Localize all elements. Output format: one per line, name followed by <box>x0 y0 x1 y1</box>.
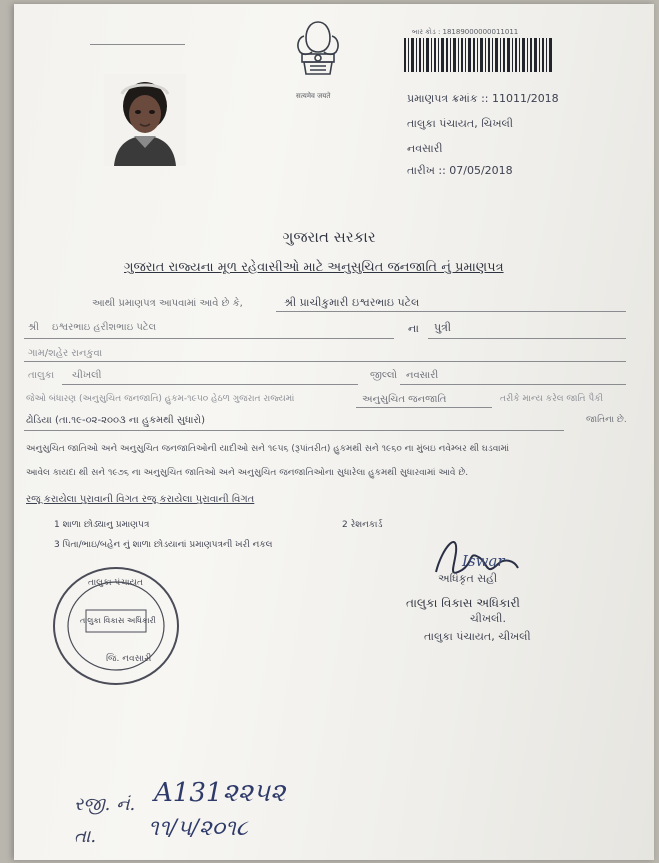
name-underline <box>276 311 626 312</box>
taluka-label: તાલુકા <box>28 370 55 381</box>
paragraph-line-2: આવેલ કાયદા થી સને ૧૯૭૬ ના અનુસુચિત જાતિઓ અને અનુસુચિત જનજાતિઓના સુધારેલા હુકમથી સુધારવામાં આવે છે. <box>26 468 469 478</box>
order-text: જેઓ બંધારણ (અનુસુચિત જનજાતિ) હુકમ-૧૯૫૦ હેઠળ ગુજરાત રાજ્યમાં <box>26 394 295 404</box>
village-underline <box>24 361 626 362</box>
barcode-icon <box>404 38 552 72</box>
father-prefix: શ્રી <box>28 322 40 333</box>
tribe-underline <box>24 430 564 431</box>
handwritten-signature: Iswar <box>462 552 505 570</box>
father-name: ઇશ્વરભાઇ હરીશભાઇ પટેલ <box>52 322 157 333</box>
village-line: ગામ/શહેર રાનકુવા <box>28 348 103 359</box>
official-stamp <box>50 566 190 688</box>
signature-line-3: ચીખલી. <box>470 612 506 625</box>
applicant-photo <box>104 74 186 166</box>
taluka-underline <box>62 384 358 385</box>
category-underline <box>356 407 492 408</box>
office-line-2: નવસારી <box>407 142 443 155</box>
stamp-top-text: તાલુકા પંચાયત <box>88 578 143 588</box>
taluka-value: ચીખલી <box>72 370 102 381</box>
doc-item-2: 2 રેશનકાર્ડ <box>342 520 383 530</box>
paragraph-line-1: અનુસુચિત જાતિઓ અને અનુસુચિત જનજાતિઓની યાદીઓ સને ૧૯૫૬ (રૂપાંતરીત) હુકમથી સને ૧૯૬૦ ના મુંબઇ નવેમ્બર થી ઘડવામાં <box>26 444 510 454</box>
signature-line-4: તાલુકા પંચાયત, ચીખલી <box>424 630 531 643</box>
top-rule <box>90 44 185 45</box>
certificate-page <box>14 4 654 860</box>
category-value: અનુસુચિત જનજાતિ <box>362 394 447 405</box>
registration-date-label: તા. <box>74 826 97 847</box>
district-underline <box>400 384 626 385</box>
office-line-1: તાલુકા પંચાયત, ચિખલી <box>407 117 513 130</box>
government-title: ગુજરાત સરકાર <box>282 228 376 246</box>
doc-item-3: 3 પિતા/ભાઇ/બહેન નું શાળા છોડયાનાં પ્રમાણપત્રની ખરી નકલ <box>54 540 273 550</box>
registration-date: ૧૧/૫/૨૦૧૮ <box>148 816 248 841</box>
district-label: જીલ્લો <box>370 370 398 381</box>
relation-underline <box>428 338 626 339</box>
na-label: ના <box>408 322 419 335</box>
stamp-center-text: તાલુકા વિકાસ અધિકારી <box>80 616 156 625</box>
father-underline <box>24 338 394 339</box>
stamp-bottom-text: જિ. નવસારી <box>106 654 152 664</box>
registration-number: A131૨૨૫૨ <box>154 778 286 808</box>
signature-line-1: અધિકૃત સહી <box>438 572 498 585</box>
certificate-subtitle: ગુજરાત રાજ્યના મૂળ રહેવાસીઓ માટે અનુસુચિત જનજાતિ નું પ્રમાણપત્ર <box>124 260 504 275</box>
tribe-suffix: જાતિના છે. <box>586 415 627 425</box>
recognized-text: તરીકે માન્ય કરેલ જાતિ પૈકી <box>500 394 604 404</box>
doc-item-1: 1 શાળા છોડ્યાનુ પ્રમાણપત્ર <box>54 520 150 530</box>
emblem-caption: सत्यमेव जयते <box>296 92 331 100</box>
docs-heading: રજૂ કરાયેલા પુરાવાની વિગત રજૂ કરાયેલા પુરાવાની વિગત <box>26 494 255 505</box>
certificate-number: પ્રમાણપત્ર ક્રમાંક :: 11011/2018 <box>407 92 559 105</box>
signature-line-2: તાલુકા વિકાસ અધિકારી <box>406 596 520 610</box>
tribe-value: ઢોડિયા (તા.૧૯-૦૨-૨૦૦૩ ના હુકમથી સુધારો) <box>26 415 206 426</box>
registration-label: રજી. નં. <box>74 794 136 815</box>
barcode-label: બાર કોડ : 18189000000011011 <box>412 28 519 36</box>
issue-date: તારીખ :: 07/05/2018 <box>407 164 513 177</box>
applicant-name: શ્રી પ્રાચીકુમારી ઇશ્વરભાઇ પટેલ <box>284 296 420 309</box>
intro-label: આથી પ્રમાણપત્ર આપવામાં આવે છે કે, <box>92 298 243 309</box>
national-emblem-icon <box>290 18 346 90</box>
district-value: નવસારી <box>406 370 439 381</box>
relation-value: પુત્રી <box>434 321 452 334</box>
